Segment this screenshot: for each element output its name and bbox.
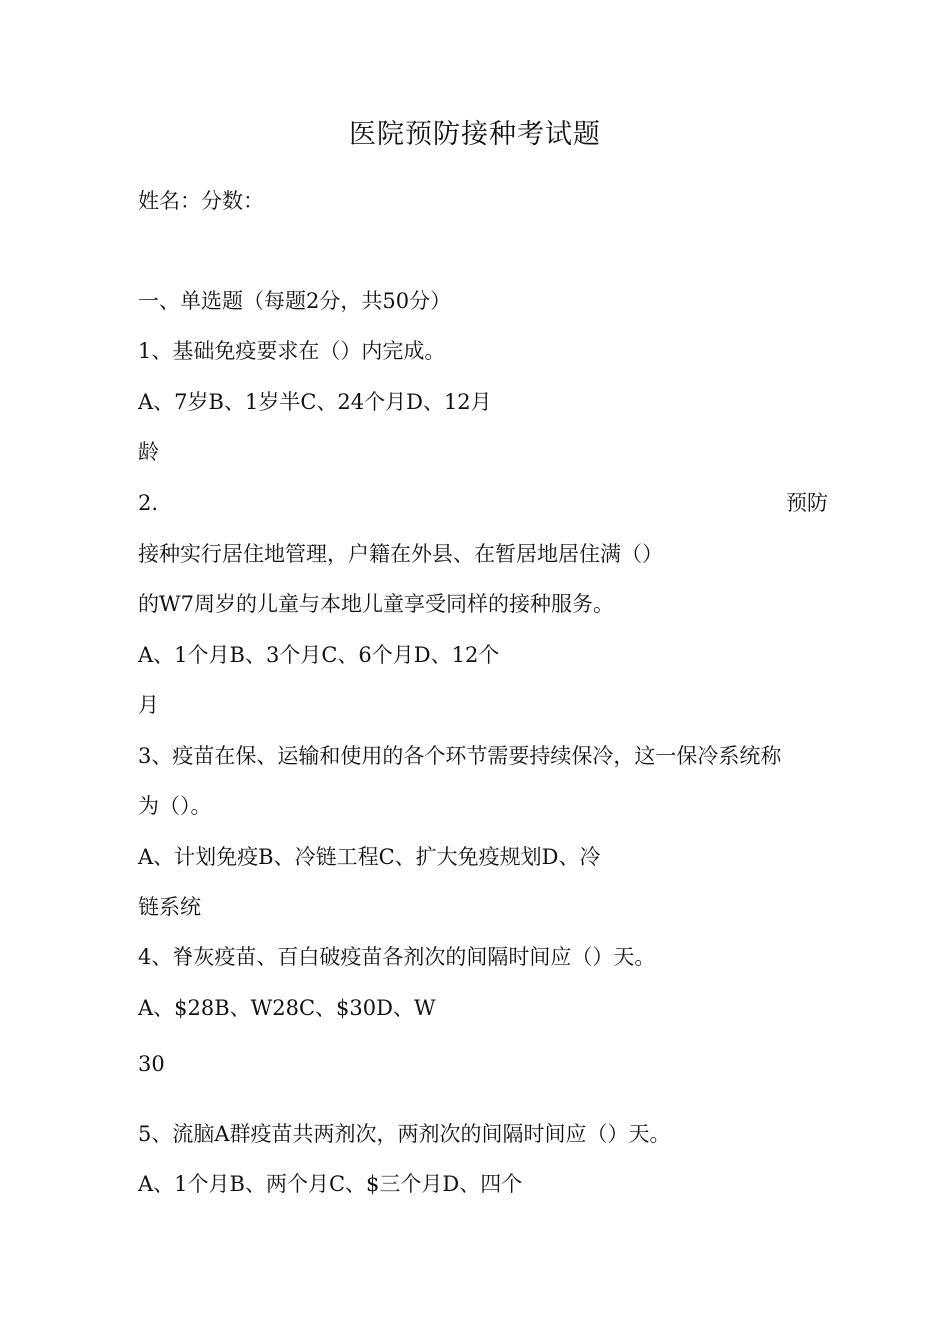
question-1-options: A、7岁B、1岁半C、24个月D、12月 — [138, 390, 492, 414]
question-3-stem: 3、疫苗在保、运输和使用的各个环节需要持续保冷，这一保冷系统称 — [138, 744, 782, 768]
question-4-options: A、$28B、W28C、$30D、W — [138, 996, 436, 1020]
section-heading: 一、单选题（每题2分，共50分） — [138, 289, 452, 313]
question-5-stem: 5、流脑A群疫苗共两剂次，两剂次的间隔时间应（）天。 — [138, 1122, 671, 1146]
name-score-line: 姓名：分数： — [138, 189, 264, 213]
question-2-stem: 接种实行居住地管理，户籍在外县、在暂居地居住满（） — [138, 542, 663, 566]
question-3-stem-cont: 为（）。 — [138, 794, 212, 818]
question-2-number: 2. — [138, 491, 159, 515]
question-1-options-cont: 龄 — [138, 440, 159, 464]
question-3-options-cont: 链系统 — [138, 895, 201, 919]
question-2-stem-start: 预防 — [786, 491, 828, 515]
question-3-options: A、计划免疫B、冷链工程C、扩大免疫规划D、冷 — [138, 845, 601, 869]
question-1-stem: 1、基础免疫要求在（）内完成。 — [138, 339, 446, 363]
question-4-options-cont: 30 — [138, 1052, 165, 1076]
question-4-stem: 4、脊灰疫苗、百白破疫苗各剂次的间隔时间应（）天。 — [138, 945, 656, 969]
question-5-options: A、1个月B、两个月C、$三个月D、四个 — [138, 1172, 523, 1196]
question-2-options-cont: 月 — [138, 693, 159, 717]
question-2-stem-cont: 的W7周岁的儿童与本地儿童享受同样的接种服务。 — [138, 592, 614, 616]
question-2-options: A、1个月B、3个月C、6个月D、12个 — [138, 643, 500, 667]
page-title: 医院预防接种考试题 — [349, 119, 601, 150]
